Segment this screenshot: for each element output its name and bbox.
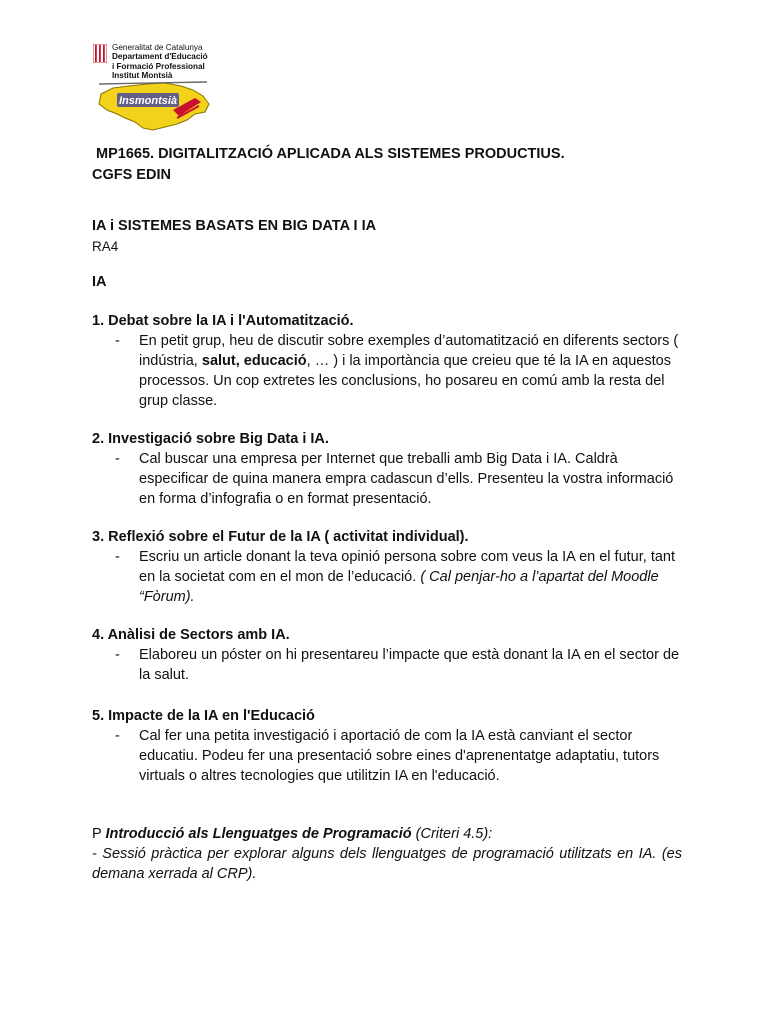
- activity-4-title: 4. Anàlisi de Sectors amb IA.: [92, 627, 290, 643]
- practice-title: Introducció als Llenguatges de Programació: [105, 826, 412, 842]
- generalitat-header: [93, 43, 208, 80]
- ra-label: RA4: [92, 239, 119, 254]
- org-line-3: i Formació Professional: [112, 61, 205, 71]
- activity-5-text: Cal fer una petita investigació i aportació de com la IA està canviant el sector educatiu. Podeu fer una presentació sobre eines d'aprenentatge adaptatiu, tutors virtuals o altres tecnologies que utilitzin IA en l'educació.: [139, 728, 660, 784]
- bullet-dash: -: [115, 451, 120, 467]
- generalitat-flag-icon: [93, 44, 107, 63]
- practice-description: - Sessió pràctica per explorar alguns dels llenguatges de programació utilitzats en IA. (es demana xerrada al CRP).: [92, 846, 682, 882]
- org-line-1: Generalitat de Catalunya: [112, 43, 203, 52]
- bullet-dash: -: [115, 333, 120, 349]
- activity-1-item: [92, 331, 682, 411]
- bullet-dash: -: [115, 549, 120, 565]
- course-heading: [92, 144, 565, 186]
- activity-3-text-italic: ( Cal penjar-ho a l’apartat del Moodle “Fòrum).: [139, 569, 659, 605]
- activity-3-text: [139, 547, 682, 607]
- bullet-dash: -: [115, 728, 120, 744]
- org-line-2: Departament d'Educació: [112, 52, 208, 62]
- insmontsia-logo: [95, 80, 211, 132]
- practice-prefix: P: [92, 826, 106, 842]
- activity-2-item: [92, 449, 682, 509]
- practice-heading: [92, 824, 682, 844]
- activity-2-text: Cal buscar una empresa per Internet que treballi amb Big Data i IA. Caldrà especificar de quina manera empra cadascun d’ells. Presenteu la vostra informació en forma d’infografia o en format presentació.: [139, 451, 674, 507]
- bullet-dash: -: [115, 647, 120, 663]
- org-line-4: Institut Montsià: [112, 70, 173, 80]
- activity-1-text-b: , … ) i la importància que creieu que té la IA en aquestos processos. Un cop extretes les conclusions, ho posareu en comú amb la resta del grup classe.: [139, 353, 671, 409]
- activity-4-item: [92, 645, 682, 685]
- section-ia-title: IA: [92, 274, 107, 290]
- activity-3-text-main: Escriu un article donant la teva opinió persona sobre com veus la IA en el futur, tant en la societat com en el mon de l’educació.: [139, 549, 676, 585]
- unit-title: IA i SISTEMES BASATS EN BIG DATA I IA: [92, 218, 377, 234]
- activity-1-text: [139, 331, 682, 411]
- activity-3-item: [92, 547, 682, 607]
- activity-2-title: 2. Investigació sobre Big Data i IA.: [92, 431, 329, 447]
- activity-1-text-bold: salut, educació: [201, 353, 307, 369]
- activity-5-item: [92, 726, 682, 786]
- activity-3-title: 3. Reflexió sobre el Futur de la IA ( activitat individual).: [92, 529, 469, 545]
- activity-5-title: 5. Impacte de la IA en l'Educació: [92, 708, 315, 724]
- cycle-title: CGFS EDIN: [92, 167, 171, 183]
- activity-1-text-a: En petit grup, heu de discutir sobre exemples d’automatització en diferents sectors ( indústria,: [139, 333, 679, 369]
- generalitat-text: [112, 43, 208, 80]
- course-title: MP1665. DIGITALITZACIÓ APLICADA ALS SISTEMES PRODUCTIUS.: [96, 146, 565, 162]
- practice-criteria: (Criteri 4.5):: [411, 826, 493, 842]
- activity-1-title: 1. Debat sobre la IA i l'Automatització.: [92, 313, 354, 329]
- logo-text: Insmontsià: [118, 95, 178, 107]
- activity-4-text: Elaboreu un póster on hi presentareu l’impacte que està donant la IA en el sector de la salut.: [139, 647, 680, 683]
